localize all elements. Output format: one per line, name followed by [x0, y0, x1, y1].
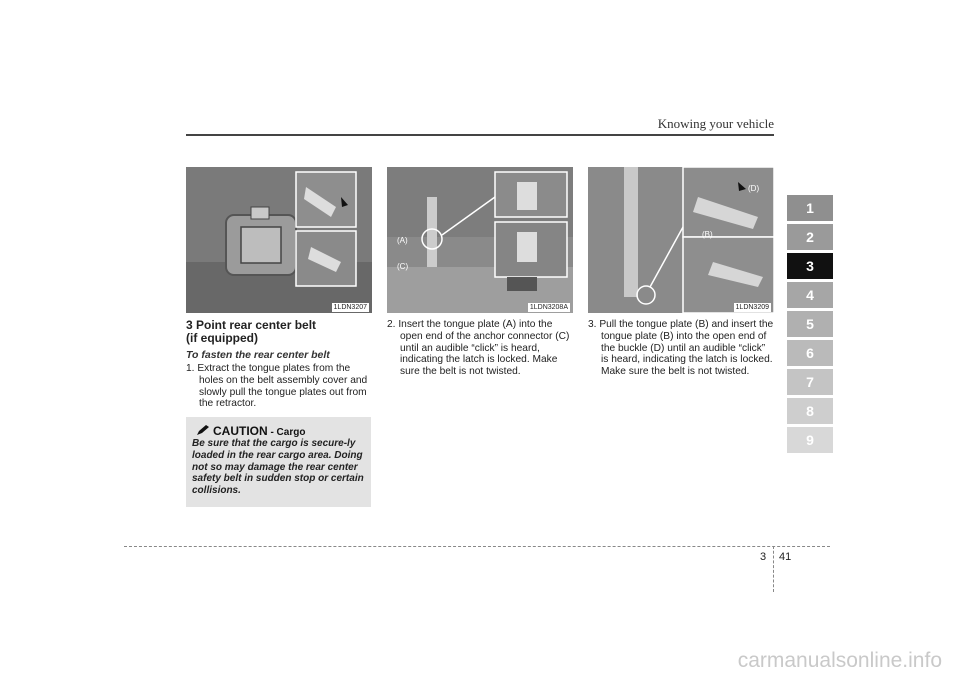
chapter-tab-4[interactable]: 4 — [787, 282, 833, 308]
chapter-tabs — [787, 195, 833, 456]
caution-box — [186, 417, 371, 507]
buckle-illustration — [588, 167, 774, 313]
label-a: (A) — [397, 236, 408, 245]
label-b: (B) — [702, 230, 713, 239]
label-d: (D) — [748, 184, 760, 193]
page-number: 41 — [779, 551, 792, 563]
chapter-tab-5[interactable]: 5 — [787, 311, 833, 337]
chapter-number: 3 — [760, 551, 767, 563]
chapter-tab-9[interactable]: 9 — [787, 427, 833, 453]
step-2: 2. Insert the tongue plate (A) into the open end of the anchor connector (C) until an audible “click” is heard, indicating the latch is locked. Make sure the belt is not twisted. — [387, 319, 570, 378]
figure-buckle — [588, 167, 774, 313]
header-rule — [186, 134, 774, 136]
figure-code: 1LDN3209 — [735, 304, 769, 311]
running-header: Knowing your vehicle — [657, 116, 774, 131]
footer-rule — [124, 546, 830, 547]
caution-heading: CAUTION - Cargo — [196, 424, 305, 438]
chapter-tab-2[interactable]: 2 — [787, 224, 833, 250]
sub-heading: To fasten the rear center belt — [186, 349, 330, 361]
figure-code: 1LDN3207 — [333, 304, 367, 311]
watermark: carmanualsonline.info — [737, 649, 942, 672]
figure-code: 1LDN3208A — [529, 304, 568, 311]
anchor-connector-illustration — [387, 167, 573, 313]
figure-belt-cover — [186, 167, 372, 313]
label-c: (C) — [397, 262, 409, 271]
chapter-tab-3[interactable]: 3 — [787, 253, 833, 279]
section-title: 3 Point rear center belt (if equipped) — [186, 318, 317, 345]
chapter-tab-7[interactable]: 7 — [787, 369, 833, 395]
figure-anchor-connector — [387, 167, 573, 313]
step-3: 3. Pull the tongue plate (B) and insert the tongue plate (B) into the open end of the buckle (D) until an audible “click” is heard, indicating the latch is locked. Make sure the belt is not twisted. — [588, 319, 774, 378]
step-1: 1. Extract the tongue plates from the holes on the belt assembly cover and slowly pull the tongue plates out from the retractor. — [186, 363, 368, 410]
belt-cover-illustration — [186, 167, 372, 313]
chapter-tab-1[interactable]: 1 — [787, 195, 833, 221]
chapter-tab-6[interactable]: 6 — [787, 340, 833, 366]
footer-divider — [773, 546, 774, 592]
caution-text: Be sure that the cargo is secure-ly loaded in the rear cargo area. Doing not so may damage the rear center safety belt in sudden stop or certain collisions. — [192, 438, 364, 497]
pencil-icon — [196, 424, 210, 436]
chapter-tab-8[interactable]: 8 — [787, 398, 833, 424]
